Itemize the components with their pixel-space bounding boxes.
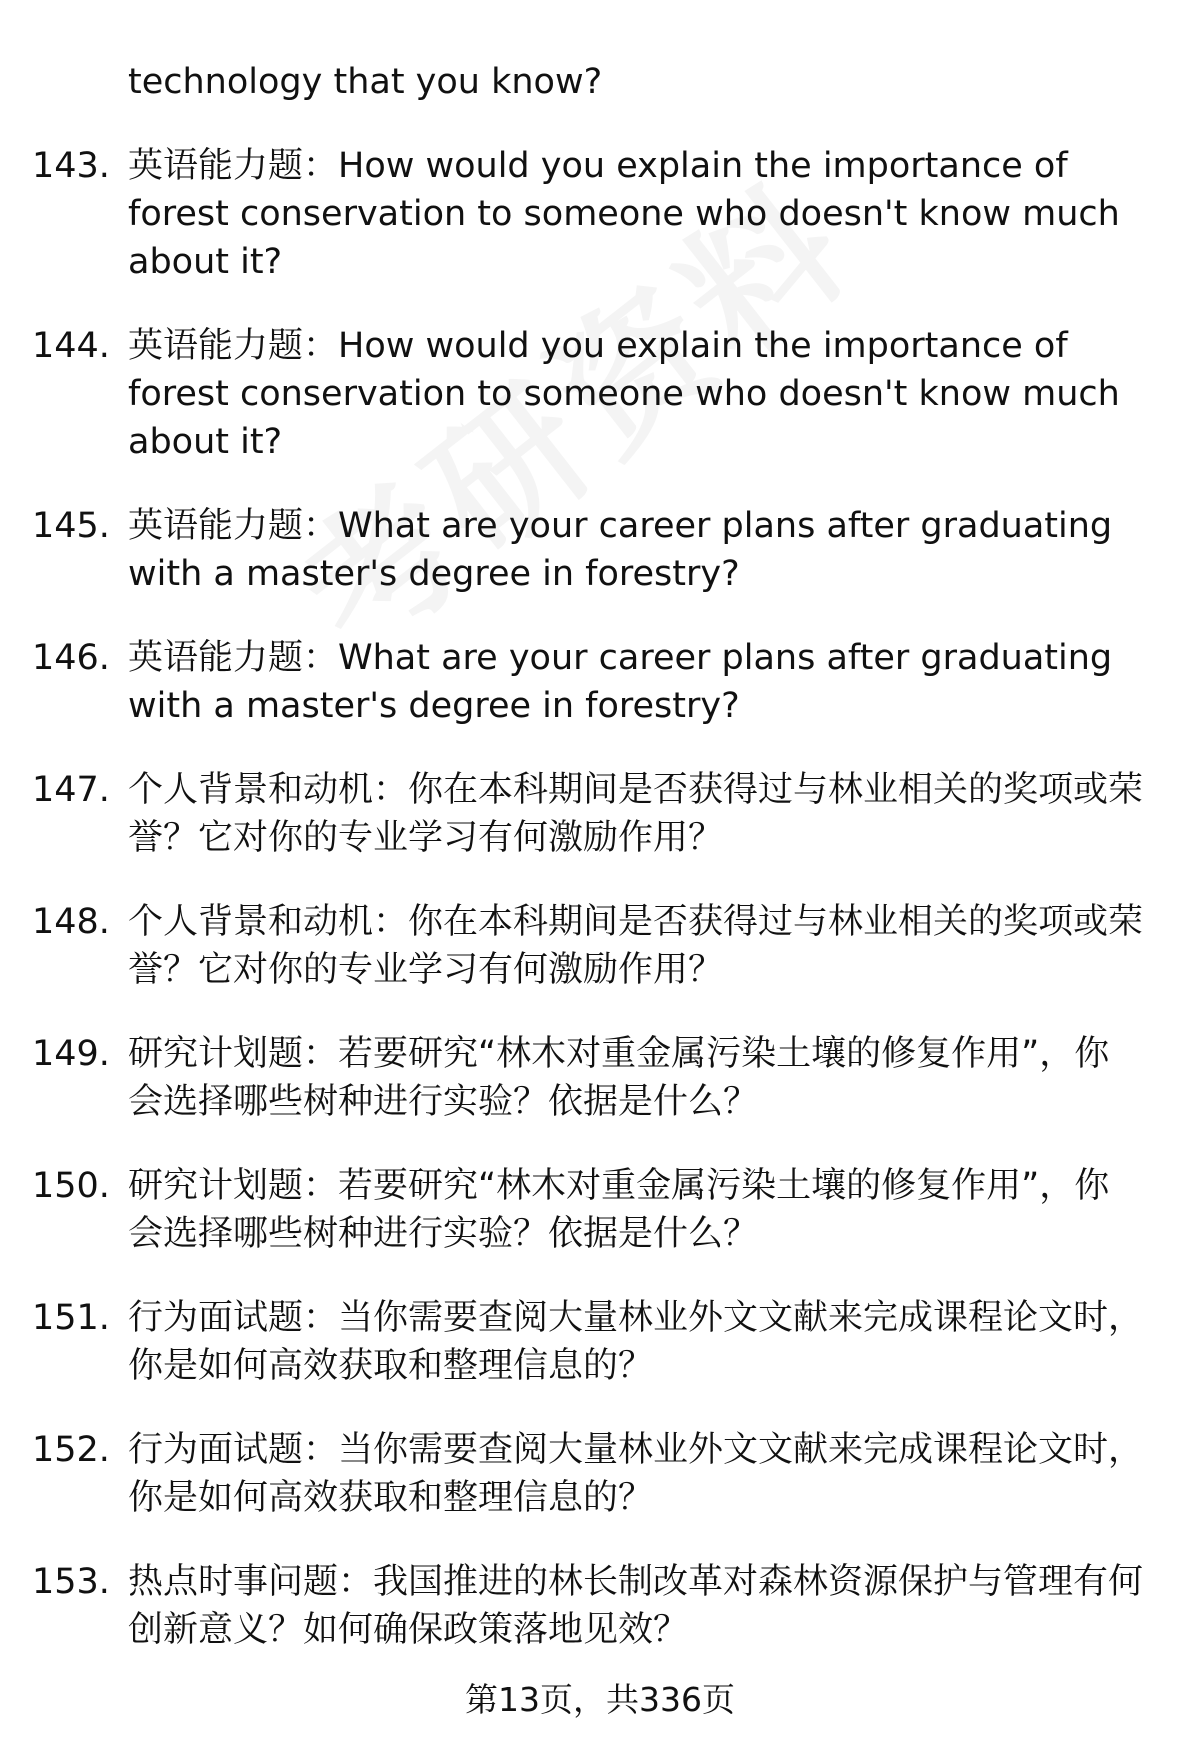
question-number: 144.: [32, 326, 110, 366]
question-text: 行为面试题：当你需要查阅大量林业外文文献来完成课程论文时，你是如何高效获取和整理信息的？: [128, 1298, 1144, 1386]
question-number: 147.: [32, 770, 110, 810]
page-footer: 第13页，共336页: [465, 1680, 735, 1719]
question-number: 143.: [32, 146, 110, 186]
question-item: [0, 898, 1200, 994]
question-text: 个人背景和动机：你在本科期间是否获得过与林业相关的奖项或荣誉？它对你的专业学习有何激励作用？: [128, 902, 1144, 990]
question-item: [0, 502, 1200, 598]
question-text: 英语能力题：What are your career plans after graduating with a master's degree in forestry?: [128, 506, 1113, 594]
question-text: 个人背景和动机：你在本科期间是否获得过与林业相关的奖项或荣誉？它对你的专业学习有何激励作用？: [128, 770, 1144, 858]
question-item: [0, 1030, 1200, 1126]
question-number: 146.: [32, 638, 110, 678]
question-continuation-text: technology that you know?: [128, 62, 603, 102]
question-item: [0, 1294, 1200, 1390]
question-item: [0, 1162, 1200, 1258]
question-item: [0, 142, 1200, 286]
question-number: 152.: [32, 1430, 110, 1470]
question-item: [0, 1558, 1200, 1654]
question-item: [0, 766, 1200, 862]
question-number: 151.: [32, 1298, 110, 1338]
question-text: 行为面试题：当你需要查阅大量林业外文文献来完成课程论文时，你是如何高效获取和整理信息的？: [128, 1430, 1144, 1518]
question-text: 英语能力题：What are your career plans after graduating with a master's degree in forestry?: [128, 638, 1113, 726]
question-text: 英语能力题：How would you explain the importance of forest conservation to someone who doesn't know much about it?: [128, 326, 1120, 462]
question-number: 149.: [32, 1034, 110, 1074]
question-number: 145.: [32, 506, 110, 546]
question-text: 英语能力题：How would you explain the importance of forest conservation to someone who doesn't know much about it?: [128, 146, 1120, 282]
question-item: [0, 322, 1200, 466]
question-list: [0, 142, 1200, 1690]
question-text: 热点时事问题：我国推进的林长制改革对森林资源保护与管理有何创新意义？如何确保政策落地见效？: [128, 1562, 1144, 1650]
question-item: [0, 634, 1200, 730]
question-number: 153.: [32, 1562, 110, 1602]
question-number: 150.: [32, 1166, 110, 1206]
question-text: 研究计划题：若要研究“林木对重金属污染土壤的修复作用”，你会选择哪些树种进行实验？依据是什么？: [128, 1166, 1110, 1254]
question-text: 研究计划题：若要研究“林木对重金属污染土壤的修复作用”，你会选择哪些树种进行实验？依据是什么？: [128, 1034, 1110, 1122]
question-number: 148.: [32, 902, 110, 942]
question-item: [0, 1426, 1200, 1522]
